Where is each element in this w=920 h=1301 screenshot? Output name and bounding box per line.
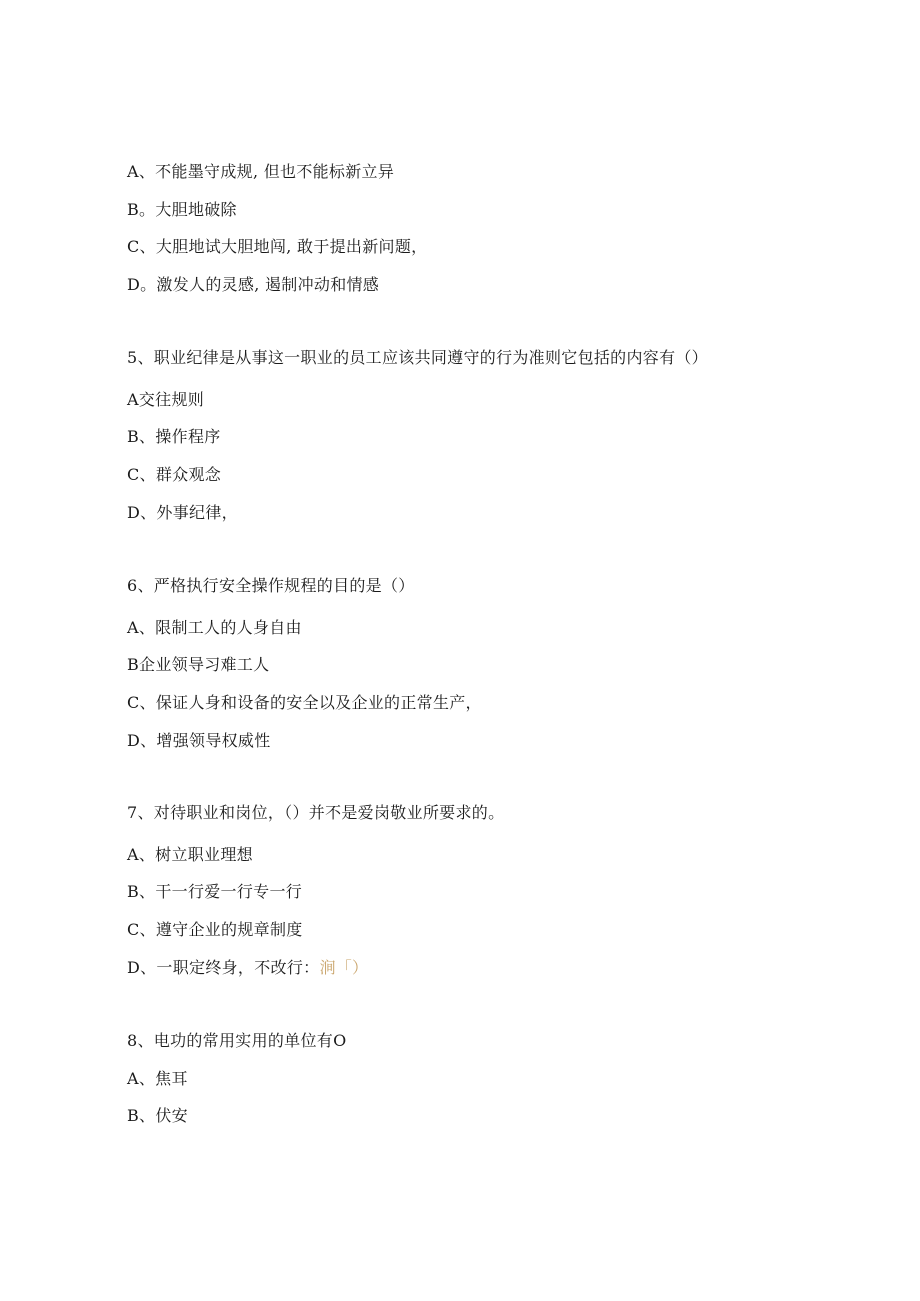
q7-option-d [127, 958, 368, 978]
q7-option-a: A、树立职业理想 [127, 845, 253, 864]
q7-option-d-note: 涧「） [319, 958, 369, 977]
q5-text: 5、职业纪律是从事这一职业的员工应该共同遵守的行为准则它包括的内容有（） [127, 348, 708, 367]
q8-text: 8、电功的常用实用的单位有O [127, 1031, 347, 1050]
q7-option-b: B、干一行爱一行专一行 [127, 882, 303, 901]
q5-option-d: D、外事纪律， [127, 503, 238, 522]
q8-option-a: A、焦耳 [127, 1069, 188, 1088]
q4-option-c: C、大胆地试大胆地闯, 敢于提出新问题， [127, 237, 428, 256]
q8-option-b: B、伏安 [127, 1106, 188, 1125]
q7-text: 7、对待职业和岗位，（）并不是爱岗敬业所要求的。 [127, 803, 505, 822]
q4-option-a: A、不能墨守成规, 但也不能标新立异 [127, 162, 395, 181]
q5-option-b: B、操作程序 [127, 427, 221, 446]
q6-option-b: B企业领导习难工人 [127, 655, 270, 674]
q5-option-a: A交往规则 [127, 390, 205, 409]
q6-text: 6、严格执行安全操作规程的目的是（） [127, 576, 415, 595]
q7-option-d-main: D、一职定终身，不改行： [127, 958, 320, 977]
q6-option-d: D、增强领导权威性 [127, 731, 271, 750]
q4-option-b: B。大胆地破除 [127, 200, 237, 219]
q6-option-a: A、限制工人的人身自由 [127, 618, 302, 637]
q7-option-c: C、遵守企业的规章制度 [127, 920, 303, 939]
q6-option-c: C、保证人身和设备的安全以及企业的正常生产， [127, 693, 482, 712]
q5-option-c: C、群众观念 [127, 465, 222, 484]
q4-option-d: D。激发人的灵感, 遏制冲动和情感 [127, 275, 380, 294]
